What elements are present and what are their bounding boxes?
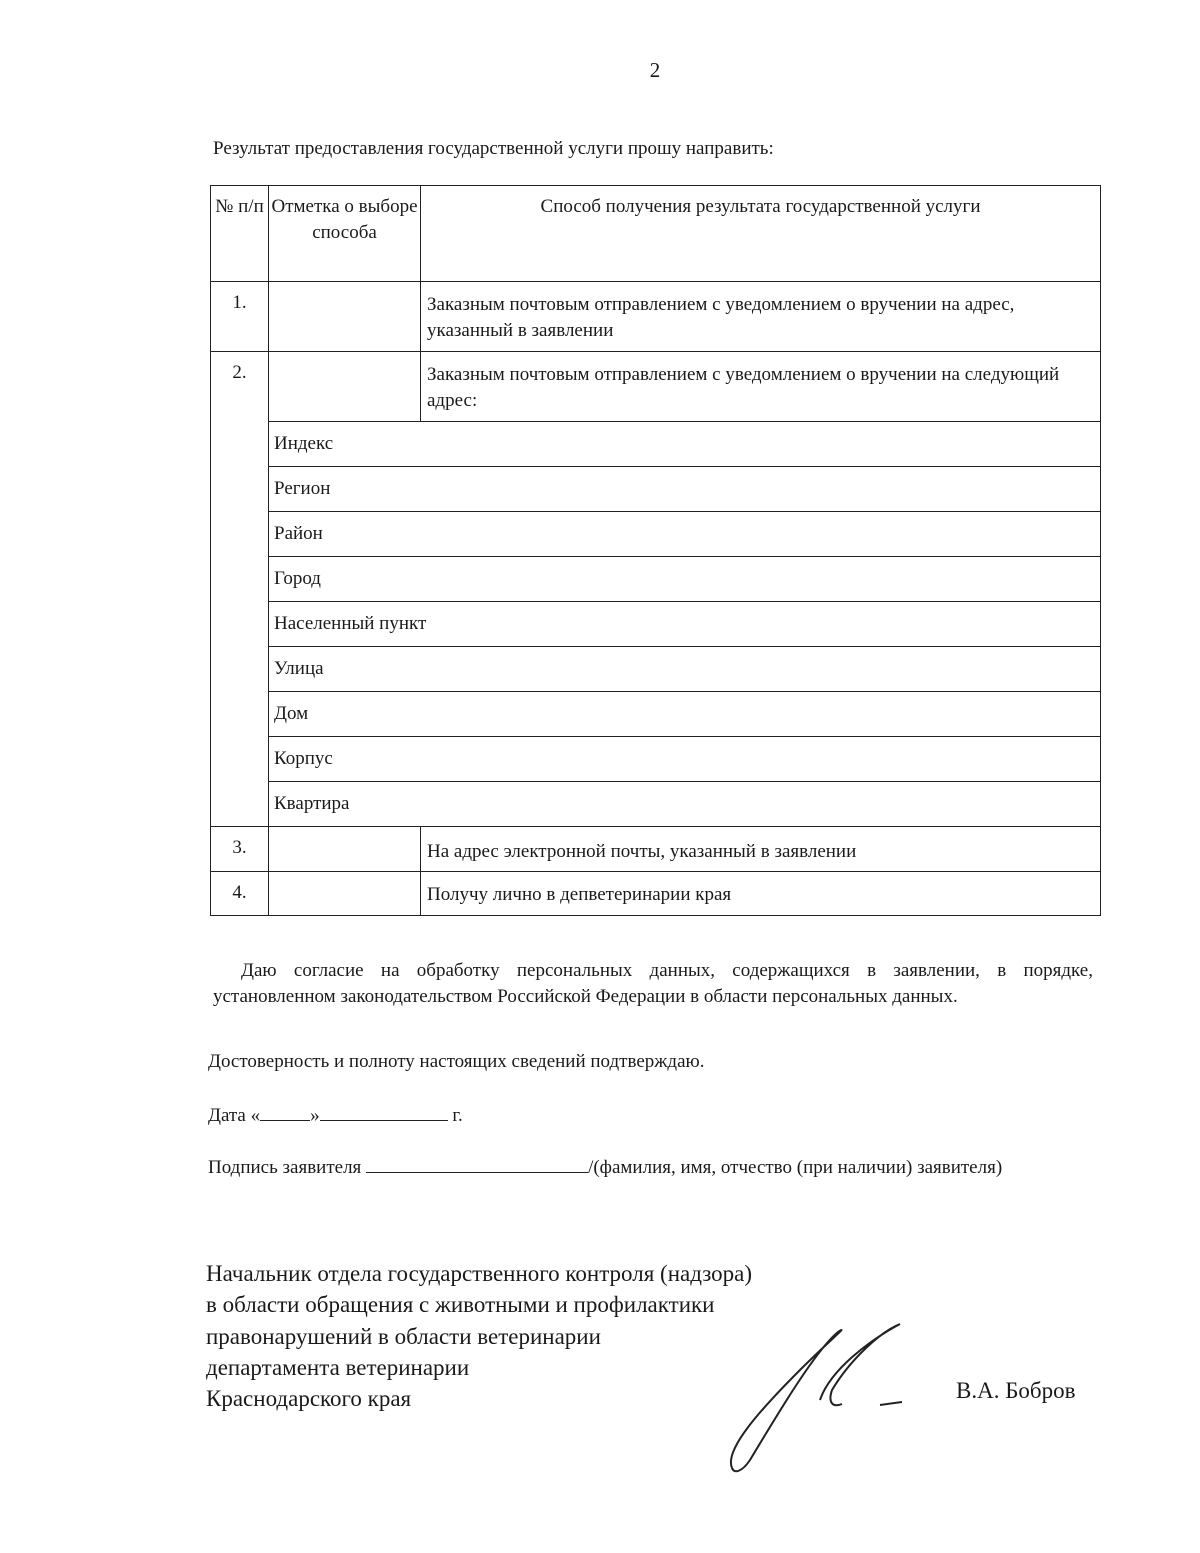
confirm-text: Достоверность и полноту настоящих сведений подтверждаю. bbox=[208, 1051, 705, 1072]
intro-text: Результат предоставления государственной услуги прошу направить: bbox=[213, 138, 774, 159]
official-title-line: правонарушений в области ветеринарии bbox=[206, 1323, 601, 1349]
date-month-blank[interactable] bbox=[320, 1102, 448, 1121]
signature-blank[interactable] bbox=[366, 1154, 588, 1173]
mark-cell[interactable] bbox=[269, 871, 421, 915]
address-field-city[interactable]: Город bbox=[269, 557, 1101, 602]
mark-cell[interactable] bbox=[269, 282, 421, 352]
consent-text: Даю согласие на обработку персональных данных, содержащихся в заявлении, в порядке, установленном законодательством Российской Федерации в области персональных данных. bbox=[213, 960, 1093, 1008]
method-text: Получу лично в депветеринарии края bbox=[421, 871, 1101, 915]
handwritten-signature bbox=[720, 1310, 920, 1480]
method-text: Заказным почтовым отправлением с уведомлением о вручении на следующий адрес: bbox=[421, 352, 1101, 422]
official-title-line: департамента ветеринарии bbox=[206, 1354, 470, 1380]
table-header-row bbox=[211, 186, 1101, 282]
table-row bbox=[211, 827, 1101, 872]
official-title-line: в области обращения с животными и профилактики bbox=[206, 1292, 715, 1318]
row-number: 1. bbox=[211, 282, 269, 352]
address-field-building[interactable]: Корпус bbox=[269, 737, 1101, 782]
official-title-line: Начальник отдела государственного контроля (надзора) bbox=[206, 1261, 753, 1286]
header-mark: Отметка о выборе способа bbox=[269, 186, 421, 282]
header-method: Способ получения результата государственной услуги bbox=[421, 186, 1101, 282]
date-suffix: г. bbox=[447, 1105, 463, 1126]
page-number: 2 bbox=[649, 58, 661, 82]
address-field-settlement[interactable]: Населенный пункт bbox=[269, 602, 1101, 647]
date-day-blank[interactable] bbox=[260, 1102, 310, 1121]
method-text: На адрес электронной почты, указанный в заявлении bbox=[421, 827, 1101, 872]
row-number: 2. bbox=[211, 352, 269, 827]
address-field-house[interactable]: Дом bbox=[269, 692, 1101, 737]
date-line bbox=[208, 1102, 463, 1127]
row-number: 3. bbox=[211, 827, 269, 872]
mark-cell[interactable] bbox=[269, 352, 421, 422]
address-field-index[interactable]: Индекс bbox=[269, 422, 1101, 467]
method-text: Заказным почтовым отправлением с уведомлением о вручении на адрес, указанный в заявлении bbox=[421, 282, 1101, 352]
header-num: № п/п bbox=[211, 186, 269, 282]
table-row bbox=[211, 352, 1101, 422]
date-mid: » bbox=[310, 1105, 320, 1126]
official-title-line: Краснодарского края bbox=[206, 1386, 412, 1412]
table-row bbox=[211, 871, 1101, 915]
signature-line bbox=[208, 1154, 1002, 1179]
signature-label: Подпись заявителя bbox=[208, 1157, 367, 1178]
official-name: В.А. Бобров bbox=[956, 1378, 1076, 1403]
address-field-street[interactable]: Улица bbox=[269, 647, 1101, 692]
address-field-apartment[interactable]: Квартира bbox=[269, 782, 1101, 827]
table-row bbox=[211, 282, 1101, 352]
date-label: Дата « bbox=[208, 1105, 261, 1126]
address-field-region[interactable]: Регион bbox=[269, 467, 1101, 512]
address-field-district[interactable]: Район bbox=[269, 512, 1101, 557]
mark-cell[interactable] bbox=[269, 827, 421, 872]
signature-suffix: /(фамилия, имя, отчество (при наличии) заявителя) bbox=[588, 1157, 1003, 1178]
delivery-method-table bbox=[210, 185, 1101, 916]
official-title bbox=[206, 1258, 752, 1414]
row-number: 4. bbox=[211, 871, 269, 915]
